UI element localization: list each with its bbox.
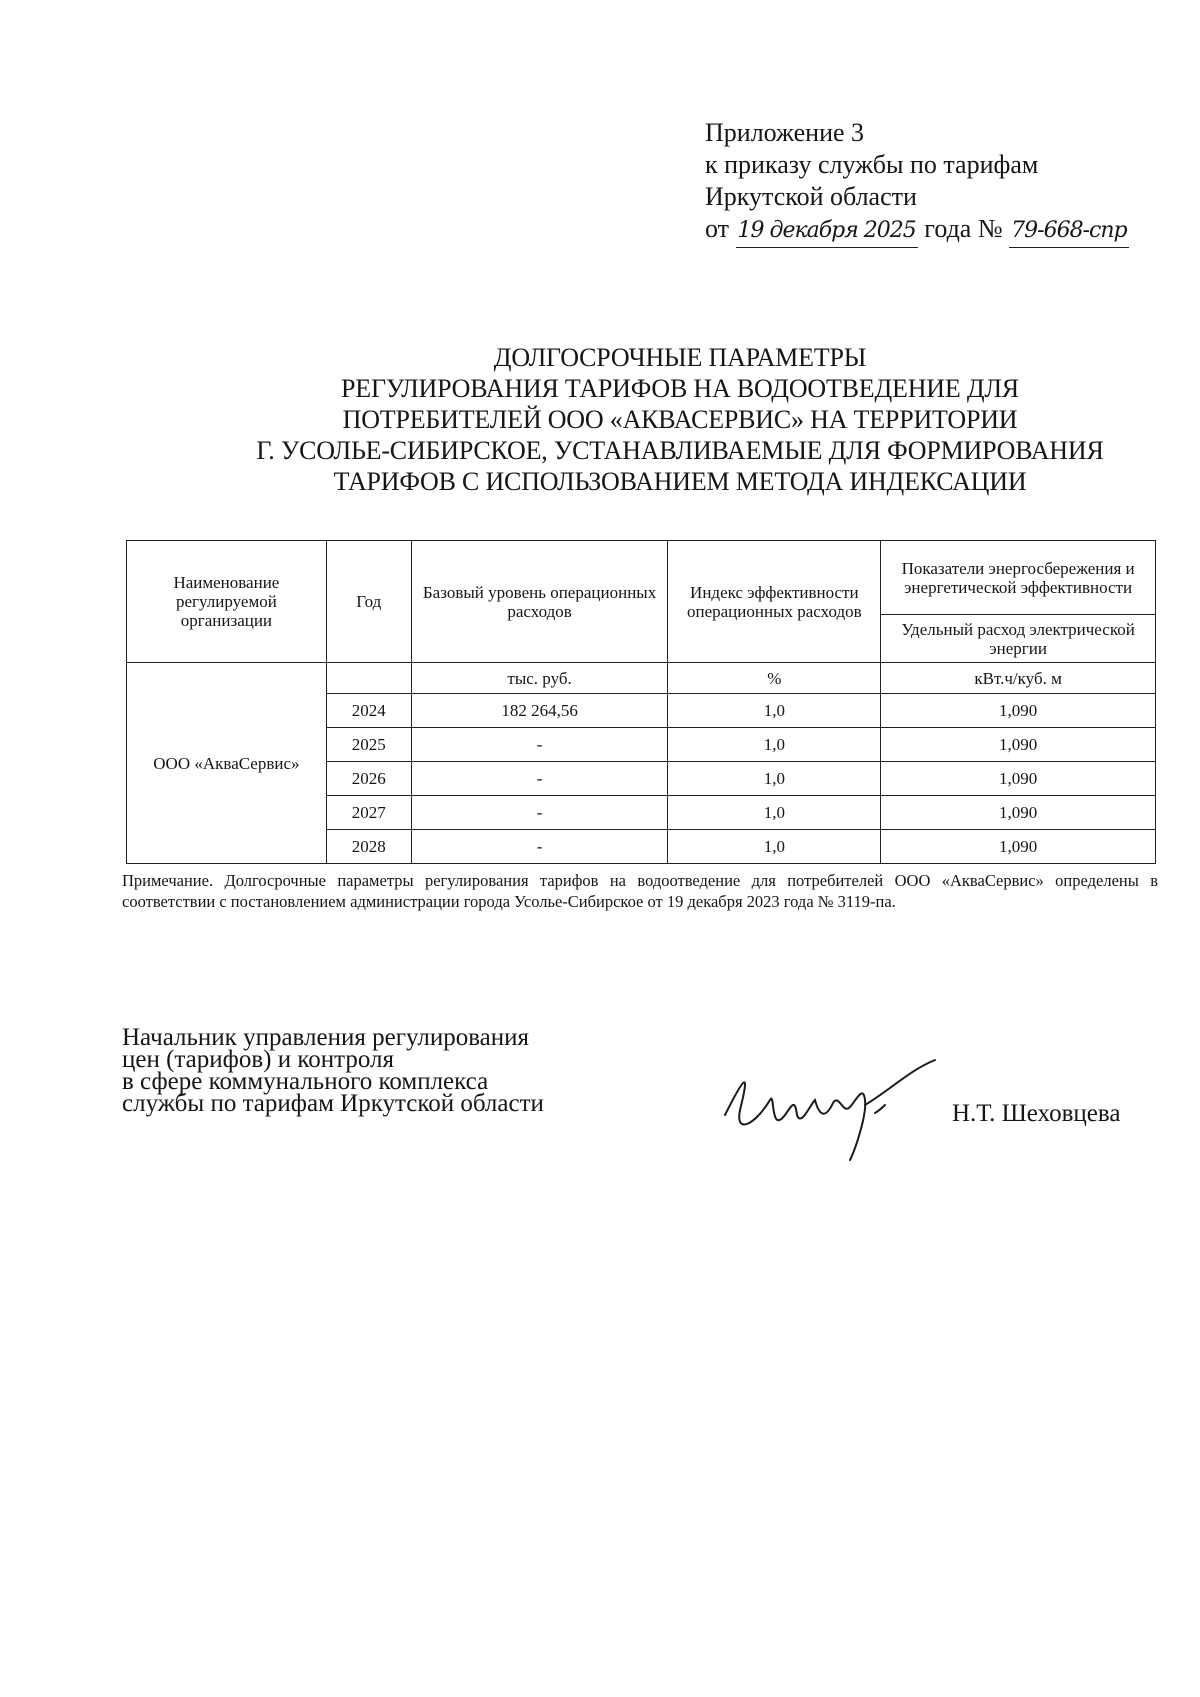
energy-cell: 1,090 [881, 762, 1156, 796]
header-energy-sub: Удельный расход электрической энергии [881, 615, 1156, 663]
title-line-5: ТАРИФОВ С ИСПОЛЬЗОВАНИЕМ МЕТОДА ИНДЕКСАЦИИ [333, 467, 1027, 496]
year-word: года № [924, 214, 1003, 243]
year-cell: 2025 [326, 728, 411, 762]
appendix-line-2: к приказу службы по тарифам [705, 150, 1039, 179]
index-cell: 1,0 [668, 728, 881, 762]
index-cell: 1,0 [668, 694, 881, 728]
from-word: от [705, 214, 730, 243]
title-line-2: РЕГУЛИРОВАНИЯ ТАРИФОВ НА ВОДООТВЕДЕНИЕ ДЛЯ [341, 374, 1019, 403]
year-cell: 2028 [326, 830, 411, 864]
signatory-line-4: службы по тарифам Иркутской области [122, 1090, 544, 1117]
energy-cell: 1,090 [881, 830, 1156, 864]
base-cell: 182 264,56 [411, 694, 668, 728]
year-cell: 2027 [326, 796, 411, 830]
title-line-4: Г. УСОЛЬЕ-СИБИРСКОЕ, УСТАНАВЛИВАЕМЫЕ ДЛЯ ФОРМИРОВАНИЯ [256, 436, 1104, 465]
handwritten-number: 79-668-спр [1009, 215, 1128, 248]
document-title [180, 342, 1180, 497]
handwritten-date: 19 декабря 2025 [736, 215, 918, 248]
signatory-title [122, 1024, 544, 1117]
appendix-line-1: Приложение 3 [705, 118, 865, 147]
appendix-header [705, 117, 1129, 248]
signatory-name: Н.Т. Шеховцева [952, 1100, 1121, 1127]
energy-cell: 1,090 [881, 796, 1156, 830]
parameters-table [126, 540, 1156, 864]
base-cell: - [411, 728, 668, 762]
signatory-line-2: цен (тарифов) и контроля [122, 1046, 394, 1073]
year-cell: 2024 [326, 694, 411, 728]
title-line-1: ДОЛГОСРОЧНЫЕ ПАРАМЕТРЫ [493, 343, 867, 372]
header-year: Год [326, 541, 411, 663]
year-cell: 2026 [326, 762, 411, 796]
footnote [122, 870, 1158, 912]
unit-year-empty [326, 663, 411, 694]
base-cell: - [411, 762, 668, 796]
signatory-line-1: Начальник управления регулирования [122, 1024, 530, 1051]
unit-energy: кВт.ч/куб. м [881, 663, 1156, 694]
title-line-3: ПОТРЕБИТЕЛЕЙ ООО «АКВАСЕРВИС» НА ТЕРРИТОРИИ [342, 405, 1018, 434]
energy-cell: 1,090 [881, 694, 1156, 728]
footnote-text: Примечание. Долгосрочные параметры регулирования тарифов на водоотведение для потребителей ООО «АкваСервис» определены в соответствии с постановлением администрации города Усолье-Сибирское от 19 декабря 2023 года № 3119-па. [122, 871, 1158, 911]
appendix-line-3: Иркутской области [705, 182, 917, 211]
unit-index: % [668, 663, 881, 694]
appendix-line-4 [705, 213, 1129, 248]
signatory-line-3: в сфере коммунального комплекса [122, 1068, 489, 1095]
unit-base: тыс. руб. [411, 663, 668, 694]
index-cell: 1,0 [668, 762, 881, 796]
header-base-level: Базовый уровень операционных расходов [411, 541, 668, 663]
handwritten-signature [715, 1055, 945, 1165]
base-cell: - [411, 796, 668, 830]
energy-cell: 1,090 [881, 728, 1156, 762]
org-name-cell: ООО «АкваСервис» [127, 663, 327, 864]
header-efficiency-index: Индекс эффективности операционных расходов [668, 541, 881, 663]
base-cell: - [411, 830, 668, 864]
index-cell: 1,0 [668, 796, 881, 830]
header-energy-group: Показатели энергосбережения и энергетической эффективности [881, 541, 1156, 615]
index-cell: 1,0 [668, 830, 881, 864]
header-org: Наименование регулируемой организации [127, 541, 327, 663]
